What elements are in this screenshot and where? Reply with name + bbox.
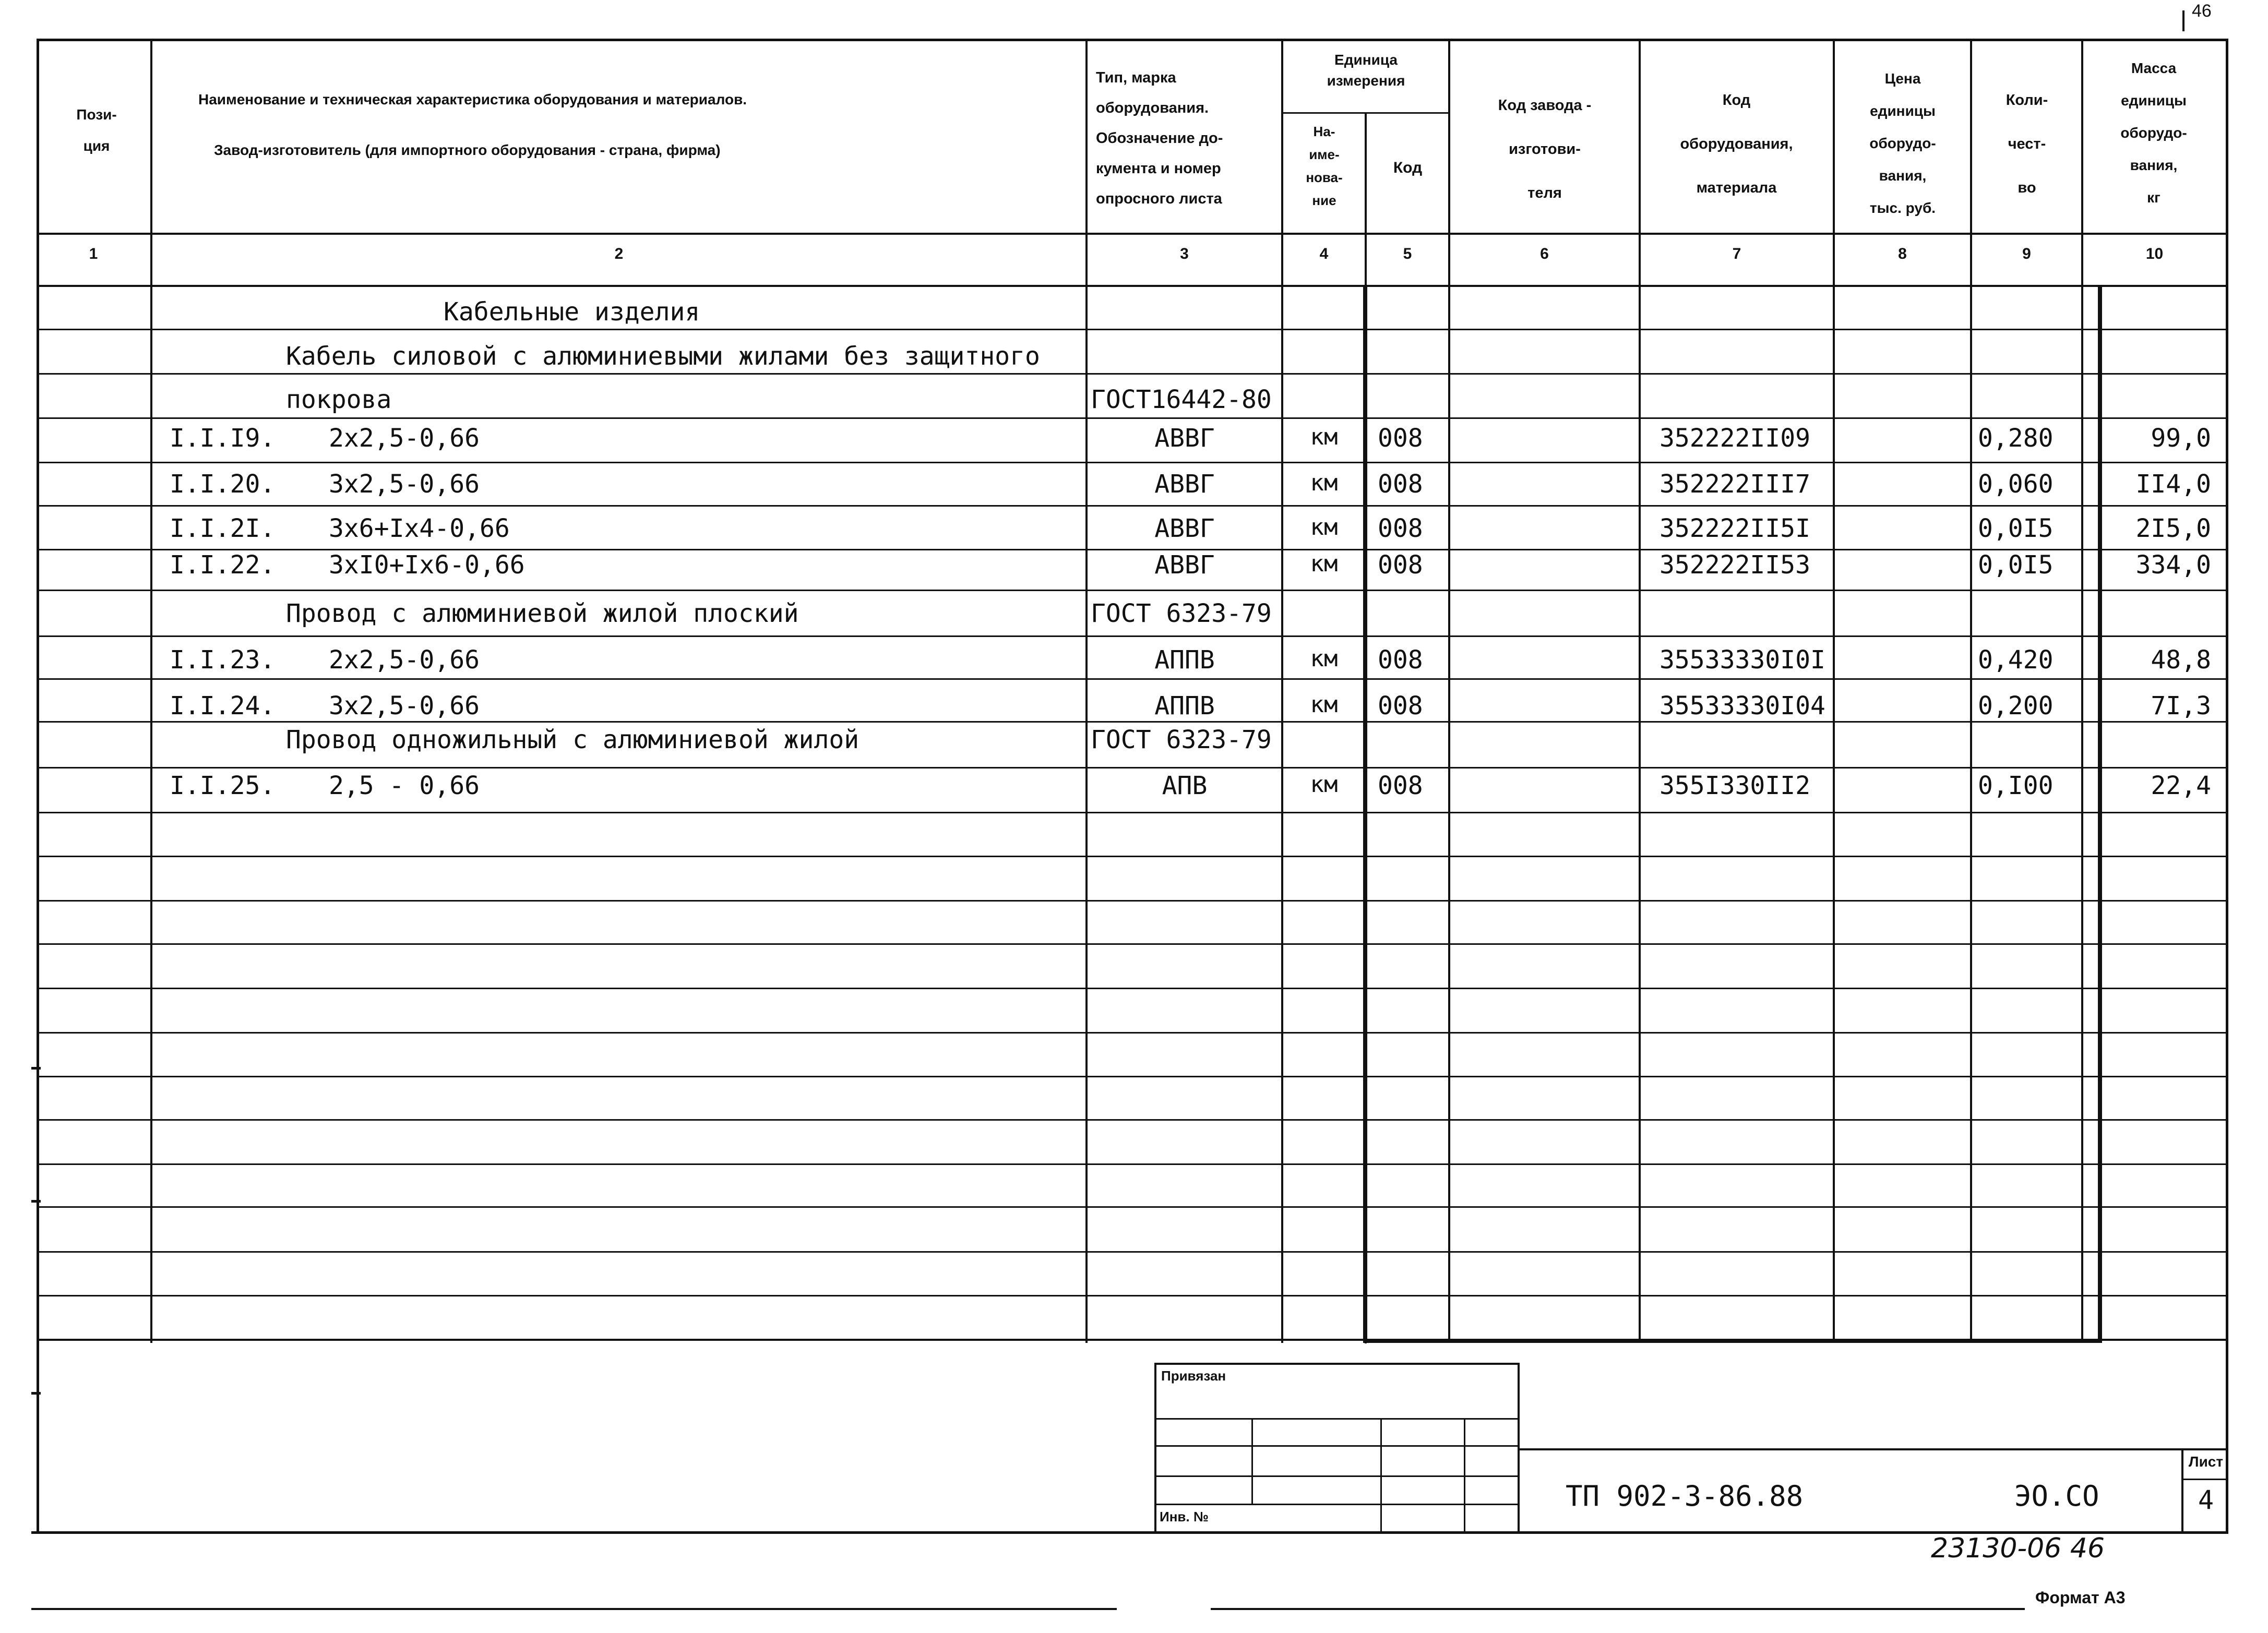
row-separator <box>37 856 2228 857</box>
row-separator <box>37 635 2228 637</box>
header-col-7: Код оборудования, материала <box>1680 92 1793 196</box>
cell-unit: км <box>1310 645 1338 672</box>
cell-code: 008 <box>1378 645 1423 675</box>
doc-code: ТП 902-3-86.88 <box>1566 1480 1804 1512</box>
column-number: 4 <box>1319 245 1329 262</box>
cell-unit: км <box>1310 470 1338 496</box>
cell-name: 3х2,5-0,66 <box>329 691 480 721</box>
cell-type: ГОСТ16442-80 <box>1091 385 1272 414</box>
sheet-label: Лист <box>2188 1454 2224 1470</box>
cell-eq-code: 352222II53 <box>1660 550 1810 580</box>
cell-mass: 48,8 <box>2151 645 2211 675</box>
header-col-3: Тип, марка оборудования. Обозначение до- кумента и номер опросного листа <box>1096 69 1223 207</box>
margin-tick <box>31 1392 41 1395</box>
column-number: 5 <box>1403 245 1412 262</box>
margin-tick <box>31 1067 41 1070</box>
cell-qty: 0,0I5 <box>1978 514 2054 543</box>
cell-mass: 99,0 <box>2151 424 2211 453</box>
bottom-rule <box>31 1608 1117 1610</box>
cell-name: Провод с алюминиевой жилой плоский <box>286 599 799 628</box>
cell-code: 008 <box>1378 550 1423 580</box>
column-number: 10 <box>2145 245 2164 262</box>
header-col-2-line2: Завод-изготовитель (для импортного оборудования - страна, фирма) <box>214 142 721 158</box>
row-separator <box>37 900 2228 902</box>
cell-code: 008 <box>1378 514 1423 543</box>
header-col-2-line1: Наименование и техническая характеристика оборудования и материалов. <box>198 91 747 107</box>
row-separator <box>37 329 2228 330</box>
column-number: 2 <box>614 245 624 262</box>
table-bottom <box>37 1339 2228 1341</box>
row-separator <box>37 721 2228 723</box>
cell-eq-code: 35533330I0I <box>1660 645 1825 675</box>
row-separator <box>37 988 2228 989</box>
cell-qty: 0,I00 <box>1978 771 2054 800</box>
row-separator <box>37 1251 2228 1253</box>
frame-bottom <box>31 1531 2228 1534</box>
column-number: 7 <box>1732 245 1741 262</box>
column-number: 9 <box>2022 245 2031 262</box>
cell-type: АВВГ <box>1154 424 1215 453</box>
cell-qty: 0,420 <box>1978 645 2054 675</box>
cell-mass: II4,0 <box>2135 470 2211 499</box>
row-separator <box>37 1119 2228 1121</box>
cell-qty: 0,060 <box>1978 470 2054 499</box>
cell-code: 008 <box>1378 424 1423 453</box>
col-line-6 <box>1639 39 1641 1343</box>
cell-name: 2х2,5-0,66 <box>329 645 480 675</box>
cell-pos: I.I.I9. <box>170 424 276 453</box>
col-line-9 <box>2081 39 2083 1343</box>
row-separator <box>37 812 2228 813</box>
archive-number: 23130-06 46 <box>1931 1533 2105 1564</box>
header-col-4: На- име- нова- ние <box>1306 124 1343 208</box>
row-separator <box>37 943 2228 945</box>
cell-type: АПВ <box>1162 771 1208 800</box>
cell-qty: 0,0I5 <box>1978 550 2054 580</box>
row-separator <box>37 373 2228 375</box>
cell-pos: I.I.23. <box>170 645 276 675</box>
stamp-left <box>1154 1363 1156 1533</box>
row-separator <box>37 1206 2228 1208</box>
cell-mass: 7I,3 <box>2151 691 2211 721</box>
col-line-8 <box>1970 39 1972 1343</box>
cell-unit: км <box>1310 514 1338 541</box>
cell-name: Кабель силовой с алюминиевыми жилами без защитного <box>286 342 1040 371</box>
stamp-inv-label: Инв. № <box>1160 1509 1209 1524</box>
cell-eq-code: 352222III7 <box>1660 470 1810 499</box>
header-col-6: Код завода - изготови- теля <box>1498 97 1592 201</box>
header-col-8: Цена единицы оборудо- вания, тыс. руб. <box>1869 70 1936 216</box>
row-separator <box>37 590 2228 591</box>
colnum-bottom <box>37 285 2228 287</box>
cell-name: Кабельные изделия <box>444 297 700 327</box>
cell-name: 3х2,5-0,66 <box>329 470 480 499</box>
column-number: 8 <box>1898 245 1907 262</box>
cell-type: АППВ <box>1154 691 1215 721</box>
cell-qty: 0,280 <box>1978 424 2054 453</box>
header-bottom <box>37 233 2228 235</box>
cell-name: 3хI0+Iх6-0,66 <box>329 550 525 580</box>
stamp-bound-label: Привязан <box>1161 1368 1226 1384</box>
frame-right <box>2226 39 2228 1533</box>
title-block-top <box>1520 1448 2228 1450</box>
header-col-1: Пози- ция <box>76 106 117 154</box>
row-separator <box>37 1032 2228 1034</box>
frame-top <box>37 39 2228 41</box>
stamp-col-3 <box>1464 1418 1465 1533</box>
col-line-5 <box>1448 39 1450 1343</box>
row-separator <box>37 678 2228 680</box>
cell-qty: 0,200 <box>1978 691 2054 721</box>
col-line-1 <box>150 39 152 1343</box>
header-col-9: Коли- чест- во <box>2006 92 2048 196</box>
cell-name: Провод одножильный с алюминиевой жилой <box>286 725 860 754</box>
row-separator <box>37 1163 2228 1165</box>
cell-name: покрова <box>286 385 392 414</box>
column-number: 1 <box>89 245 98 262</box>
cell-eq-code: 355I330II2 <box>1660 771 1810 800</box>
row-separator <box>37 767 2228 769</box>
cell-code: 008 <box>1378 470 1423 499</box>
cell-pos: I.I.20. <box>170 470 276 499</box>
cell-mass: 334,0 <box>2135 550 2211 580</box>
stamp-right <box>1518 1363 1520 1533</box>
cell-eq-code: 352222II09 <box>1660 424 1810 453</box>
cell-unit: км <box>1310 771 1338 798</box>
cell-name: 2х2,5-0,66 <box>329 424 480 453</box>
cell-mass: 22,4 <box>2151 771 2211 800</box>
column-number: 6 <box>1540 245 1549 262</box>
cell-pos: I.I.25. <box>170 771 276 800</box>
cell-eq-code: 352222II5I <box>1660 514 1810 543</box>
cell-type: АВВГ <box>1154 550 1215 580</box>
cell-pos: I.I.22. <box>170 550 276 580</box>
header-col-5: Код <box>1393 159 1423 176</box>
row-separator <box>37 1076 2228 1077</box>
cell-unit: км <box>1310 691 1338 718</box>
cell-unit: км <box>1310 550 1338 577</box>
row-separator <box>37 417 2228 419</box>
bottom-rule-2 <box>1211 1608 2025 1610</box>
stamp-col-2 <box>1380 1418 1382 1533</box>
col-line-3 <box>1281 39 1283 1343</box>
sheet-number: 4 <box>2198 1485 2214 1515</box>
column-number: 3 <box>1180 245 1189 262</box>
page-number-tick <box>2182 10 2185 31</box>
doc-section: ЭО.СО <box>2014 1480 2099 1512</box>
col-line-7 <box>1833 39 1835 1343</box>
cell-type: АВВГ <box>1154 470 1215 499</box>
cell-type: ГОСТ 6323-79 <box>1091 725 1272 754</box>
cell-type: ГОСТ 6323-79 <box>1091 599 1272 628</box>
cell-pos: I.I.2I. <box>170 514 276 543</box>
stamp-col-1 <box>1251 1418 1253 1505</box>
cell-pos: I.I.24. <box>170 691 276 721</box>
cell-code: 008 <box>1378 691 1423 721</box>
stamp-top <box>1154 1363 1520 1365</box>
cell-code: 008 <box>1378 771 1423 800</box>
margin-tick <box>31 1200 41 1203</box>
page-number-top: 46 <box>2192 1 2212 21</box>
cell-name: 2,5 - 0,66 <box>329 771 480 800</box>
row-separator <box>37 462 2228 463</box>
format-label: Формат А3 <box>2035 1588 2126 1607</box>
row-separator <box>37 505 2228 507</box>
sheet-box-split <box>2181 1479 2228 1480</box>
cell-unit: км <box>1310 424 1338 450</box>
header-col-45: Единица измерения <box>1327 52 1405 89</box>
header-col-10: Масса единицы оборудо- вания, кг <box>2120 60 2187 206</box>
col-line-2 <box>1085 39 1088 1343</box>
row-separator <box>37 1295 2228 1296</box>
cell-type: АВВГ <box>1154 514 1215 543</box>
cell-mass: 2I5,0 <box>2135 514 2211 543</box>
cell-eq-code: 35533330I04 <box>1660 691 1825 721</box>
cell-type: АППВ <box>1154 645 1215 675</box>
cell-name: 3х6+Iх4-0,66 <box>329 514 510 543</box>
